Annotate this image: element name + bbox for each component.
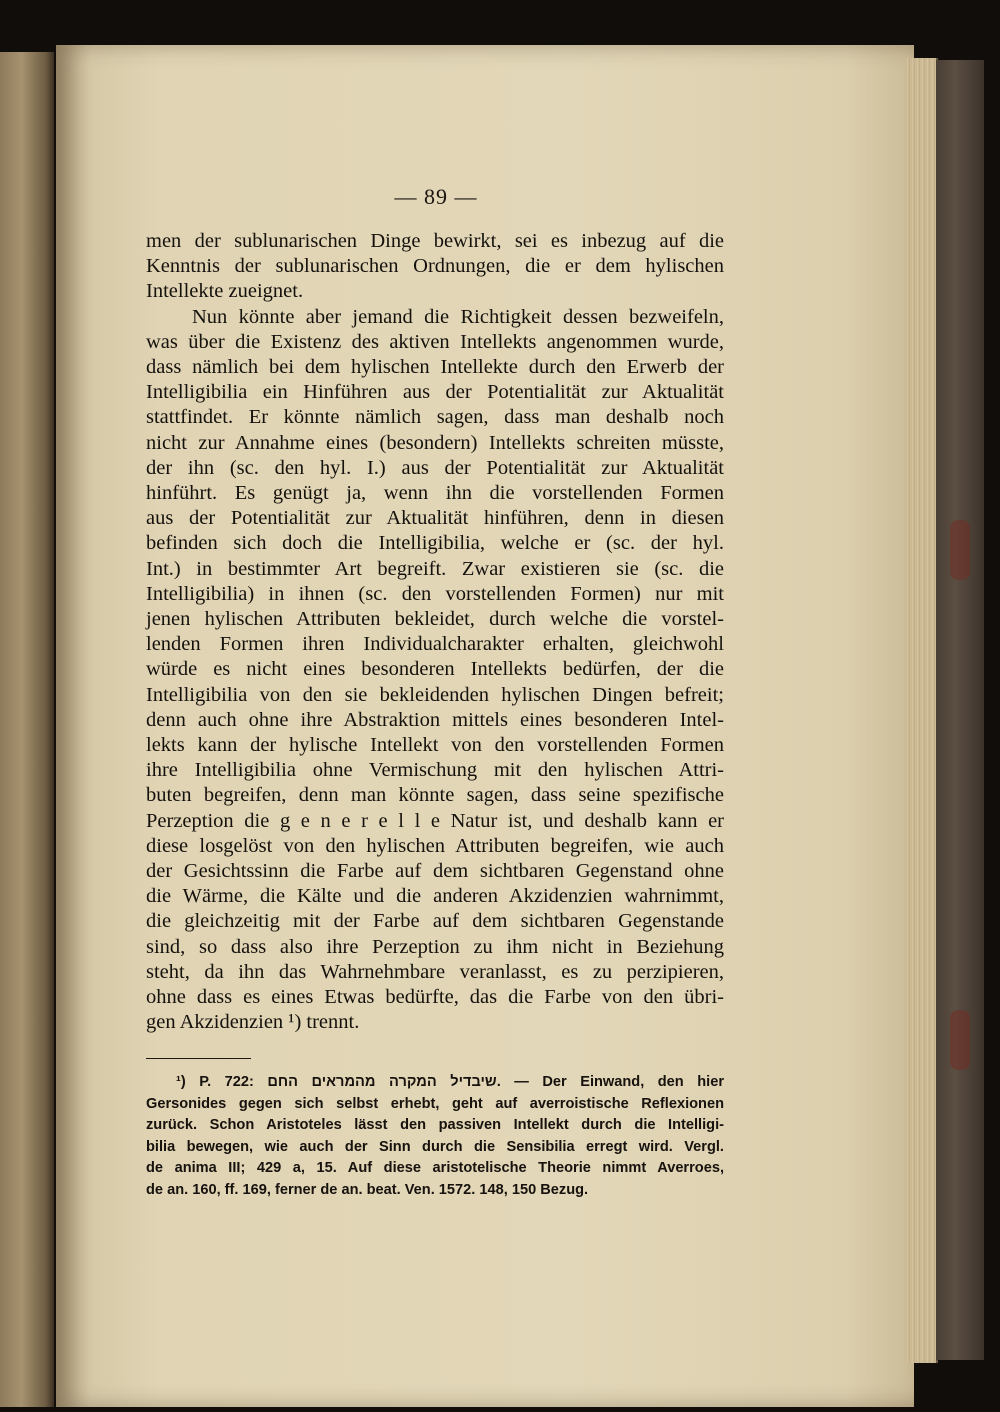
footnote-line: de anima III; 429 a, 15. Auf diese aristotelische Theorie nimmt Averroes, — [146, 1160, 724, 1177]
body-text-line: sind, so dass also ihre Perzeption zu ihm nicht in Beziehung — [146, 935, 724, 958]
body-text-line: dass nämlich bei dem hylischen Intellekte durch den Erwerb der — [146, 356, 724, 379]
body-text-line: was über die Existenz des aktiven Intellekts angenommen wurde, — [146, 330, 724, 353]
body-text-line: hinführt. Es genügt ja, wenn ihn die vorstellenden Formen — [146, 482, 724, 505]
body-text-line: der ihn (sc. den hyl. I.) aus der Potentialität zur Aktualität — [146, 456, 724, 479]
body-text-line: lekts kann der hylische Intellekt von den vorstellenden Formen — [146, 734, 724, 757]
body-text-line: der Gesichtssinn die Farbe auf dem sichtbaren Gegenstand ohne — [146, 860, 724, 883]
body-text-line: Intelligibilia von den sie bekleidenden hylischen Dingen befreit; — [146, 683, 724, 706]
body-text-line: lenden Formen ihren Individualcharakter erhalten, gleichwohl — [146, 633, 724, 656]
body-text-line: die gleichzeitig mit der Farbe auf dem sichtbaren Gegenstande — [146, 910, 724, 933]
footnote-rule — [146, 1058, 251, 1059]
body-text-line: jenen hylischen Attributen bekleidet, durch welche die vorstel- — [146, 608, 724, 631]
left-page-edge — [0, 52, 54, 1407]
body-text-line: aus der Potentialität zur Aktualität hinführen, denn in diesen — [146, 507, 724, 530]
body-text-line: befinden sich doch die Intelligibilia, welche er (sc. der hyl. — [146, 532, 724, 555]
body-text-line: ohne dass es eines Etwas bedürfte, das die Farbe von den übri- — [146, 986, 724, 1009]
footnote-line: de an. 160, ff. 169, ferner de an. beat. Ven. 1572. 148, 150 Bezug. — [146, 1181, 589, 1198]
body-text-line: die Wärme, die Kälte und die anderen Akzidenzien wahrnimmt, — [146, 885, 724, 908]
body-text-line: Intelligibilia) in ihnen (sc. den vorstellenden Formen) nur mit — [146, 582, 724, 605]
book-cover-edge — [936, 60, 984, 1360]
page-stack-edge — [906, 58, 938, 1363]
body-text-line: ihre Intelligibilia ohne Vermischung mit den hylischen Attri- — [146, 759, 724, 782]
cover-wear-mark — [950, 1010, 970, 1070]
body-text-line: nicht zur Annahme eines (besondern) Intellekts schreiten müsste, — [146, 431, 724, 454]
body-text — [146, 229, 724, 1036]
footnotes — [146, 1072, 724, 1202]
body-text-line: Intelligibilia ein Hinführen aus der Potentialität zur Aktualität — [146, 381, 724, 404]
body-text-line: Intellekte zueignet. — [146, 280, 304, 303]
footnote-line: bilia bewegen, wie auch der Sinn durch die Sensibilia erregt wird. Vergl. — [146, 1138, 724, 1155]
body-text-line: diese losgelöst von den hylischen Attributen begreifen, wie auch — [146, 834, 724, 857]
body-text-line: stattfindet. Er könnte nämlich sagen, dass man deshalb noch — [146, 406, 724, 429]
body-text-line: buten begreifen, denn man könnte sagen, dass seine spezifische — [146, 784, 724, 807]
body-text-line: gen Akzidenzien ¹) trennt. — [146, 1011, 360, 1034]
cover-wear-mark — [950, 520, 970, 580]
body-text-line: Nun könnte aber jemand die Richtigkeit dessen bezweifeln, — [192, 305, 724, 328]
body-text-line: Perzeption die g e n e r e l l e Natur ist, und deshalb kann er — [146, 809, 724, 832]
body-text-line: denn auch ohne ihre Abstraktion mittels eines besonderen Intel- — [146, 708, 724, 731]
footnote-line: ¹) P. 722: שיבדיל המקרה מהמראים החם. — Der Einwand, den hier — [176, 1074, 724, 1090]
page-number: — 89 — — [394, 184, 478, 209]
body-text-line: steht, da ihn das Wahrnehmbare veranlasst, es zu perzipieren, — [146, 960, 724, 983]
body-text-line: Kenntnis der sublunarischen Ordnungen, die er dem hylischen — [146, 255, 724, 278]
footnote-line: Gersonides gegen sich selbst erhebt, geht auf averroistische Reflexionen — [146, 1095, 724, 1112]
body-text-line: Int.) in bestimmter Art begreift. Zwar existieren sie (sc. die — [146, 557, 724, 580]
footnote-line: zurück. Schon Aristoteles lässt den passiven Intellekt durch die Intelligi- — [146, 1117, 724, 1134]
body-text-line: men der sublunarischen Dinge bewirkt, sei es inbezug auf die — [146, 230, 724, 252]
body-text-line: würde es nicht eines besonderen Intellekts bedürfen, der die — [146, 658, 724, 681]
